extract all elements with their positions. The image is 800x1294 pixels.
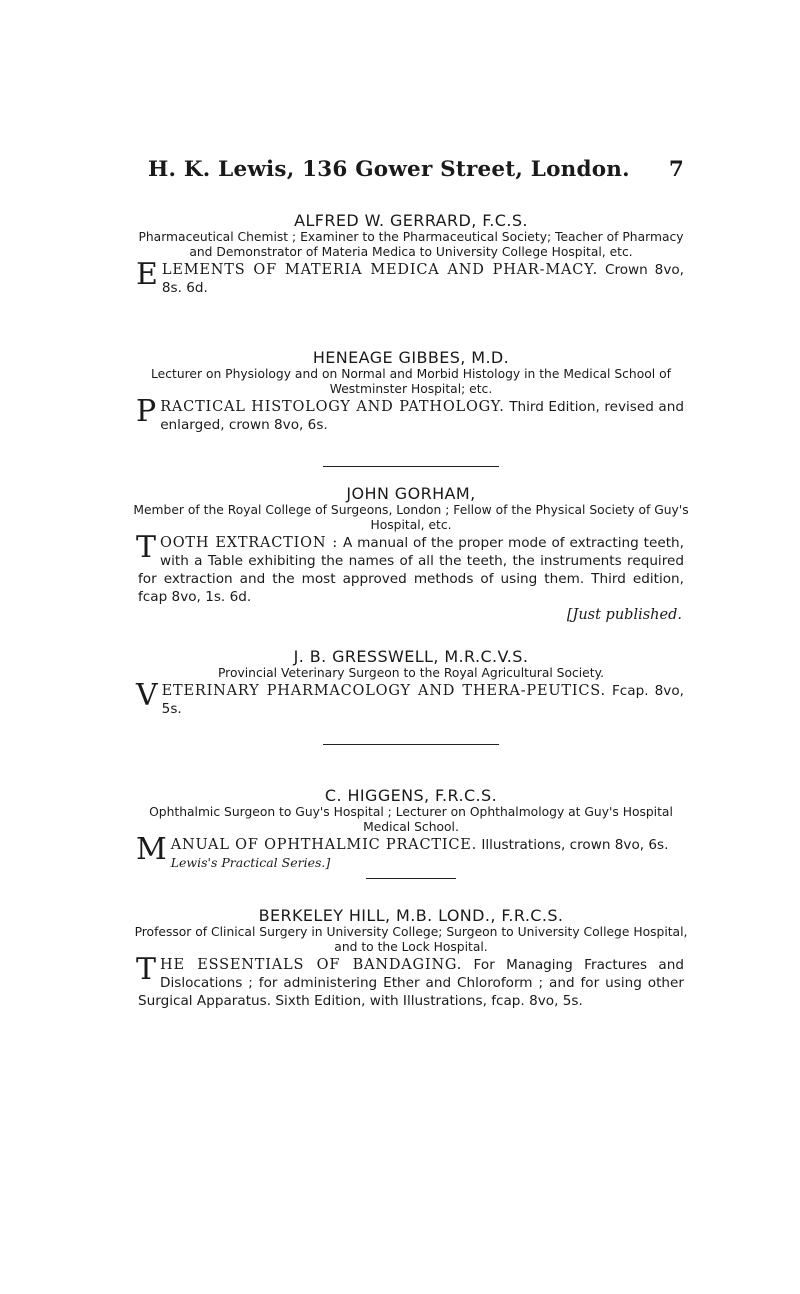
catalogue-entry xyxy=(134,906,688,1010)
author-name: BERKELEY HILL, M.B. LOND., F.R.C.S. xyxy=(258,906,564,925)
book-listing xyxy=(136,257,684,297)
book-title: OOTH EXTRACTION : xyxy=(160,535,339,551)
section-divider xyxy=(323,744,499,745)
book-title: ANUAL OF OPHTHALMIC PRACTICE. xyxy=(170,837,478,853)
author-credentials: Provincial Veterinary Surgeon to the Royal Agricultural Society. xyxy=(217,666,605,680)
book-listing xyxy=(136,952,684,1010)
book-listing xyxy=(136,530,684,624)
author-name: ALFRED W. GERRARD, F.C.S. xyxy=(294,211,528,230)
catalogue-entry xyxy=(138,648,684,718)
catalogue-entry xyxy=(133,484,689,624)
author-credentials: Professor of Clinical Surgery in University College; Surgeon to University College Hospital, and to the Lock Hospital. xyxy=(134,925,688,954)
drop-cap: P xyxy=(136,394,157,429)
book-listing xyxy=(136,832,684,872)
book-details: Fcap. 8vo, 5s. xyxy=(161,683,684,717)
catalogue-entry xyxy=(138,787,684,872)
author-name: J. B. GRESSWELL, M.R.C.V.S. xyxy=(293,647,529,666)
author-credentials: Pharmaceutical Chemist ; Examiner to the Pharmaceutical Society; Teacher of Pharmacy and Demonstrator of Materia Medica to University College Hospital, etc. xyxy=(138,230,684,259)
author-credentials: Member of the Royal College of Surgeons, London ; Fellow of the Physical Society of Guy's Hospital, etc. xyxy=(133,503,689,532)
book-details: Crown 8vo, 8s. 6d. xyxy=(161,262,684,296)
drop-cap: M xyxy=(136,832,167,867)
book-title: HE ESSENTIALS OF BANDAGING. xyxy=(160,957,463,973)
book-title: ETERINARY PHARMACOLOGY AND THERA-PEUTICS. xyxy=(161,683,606,699)
section-divider xyxy=(323,466,499,467)
author-name: C. HIGGENS, F.R.C.S. xyxy=(324,786,498,805)
book-details: A manual of the proper mode of extracting teeth, with a Table exhibiting the names of all the teeth, the instruments required for extraction and the most approved methods of using them. Third edition, fcap 8vo, 1s. 6d. xyxy=(138,535,684,605)
catalogue-entry xyxy=(138,349,684,434)
book-details: Illustrations, crown 8vo, 6s. xyxy=(477,837,669,853)
author-credentials: Lecturer on Physiology and on Normal and Morbid Histology in the Medical School of Westminster Hospital; etc. xyxy=(151,367,671,396)
book-listing xyxy=(136,678,684,718)
book-title: LEMENTS OF MATERIA MEDICA AND PHAR-MACY. xyxy=(161,262,599,278)
author-name: HENEAGE GIBBES, M.D. xyxy=(312,348,510,367)
book-details: For Managing Fractures and Dislocations ; for administering Ether and Chloroform ; and for using other Surgical Apparatus. Sixth Edition, with Illustrations, fcap. 8vo, 5s. xyxy=(138,957,684,1009)
catalogue-entry xyxy=(138,212,684,297)
drop-cap: T xyxy=(136,952,157,987)
running-head xyxy=(138,157,684,186)
book-title: RACTICAL HISTOLOGY AND PATHOLOGY. xyxy=(160,399,505,415)
author-name: JOHN GORHAM, xyxy=(346,484,476,503)
book-details: Third Edition, revised and enlarged, crown 8vo, 6s. xyxy=(160,399,684,433)
author-credentials: Ophthalmic Surgeon to Guy's Hospital ; Lecturer on Ophthalmology at Guy's Hospital Medical School. xyxy=(149,805,673,834)
publisher-address: H. K. Lewis, 136 Gower Street, London. xyxy=(148,157,630,182)
drop-cap: T xyxy=(136,530,157,565)
book-listing xyxy=(136,394,684,434)
catalogue-page xyxy=(133,0,689,1010)
page-number: 7 xyxy=(668,157,684,182)
section-divider xyxy=(366,878,456,879)
publication-note: [Just published. xyxy=(566,607,682,623)
drop-cap: E xyxy=(136,257,158,292)
series-note: Lewis's Practical Series.] xyxy=(170,855,331,870)
drop-cap: V xyxy=(136,678,158,713)
